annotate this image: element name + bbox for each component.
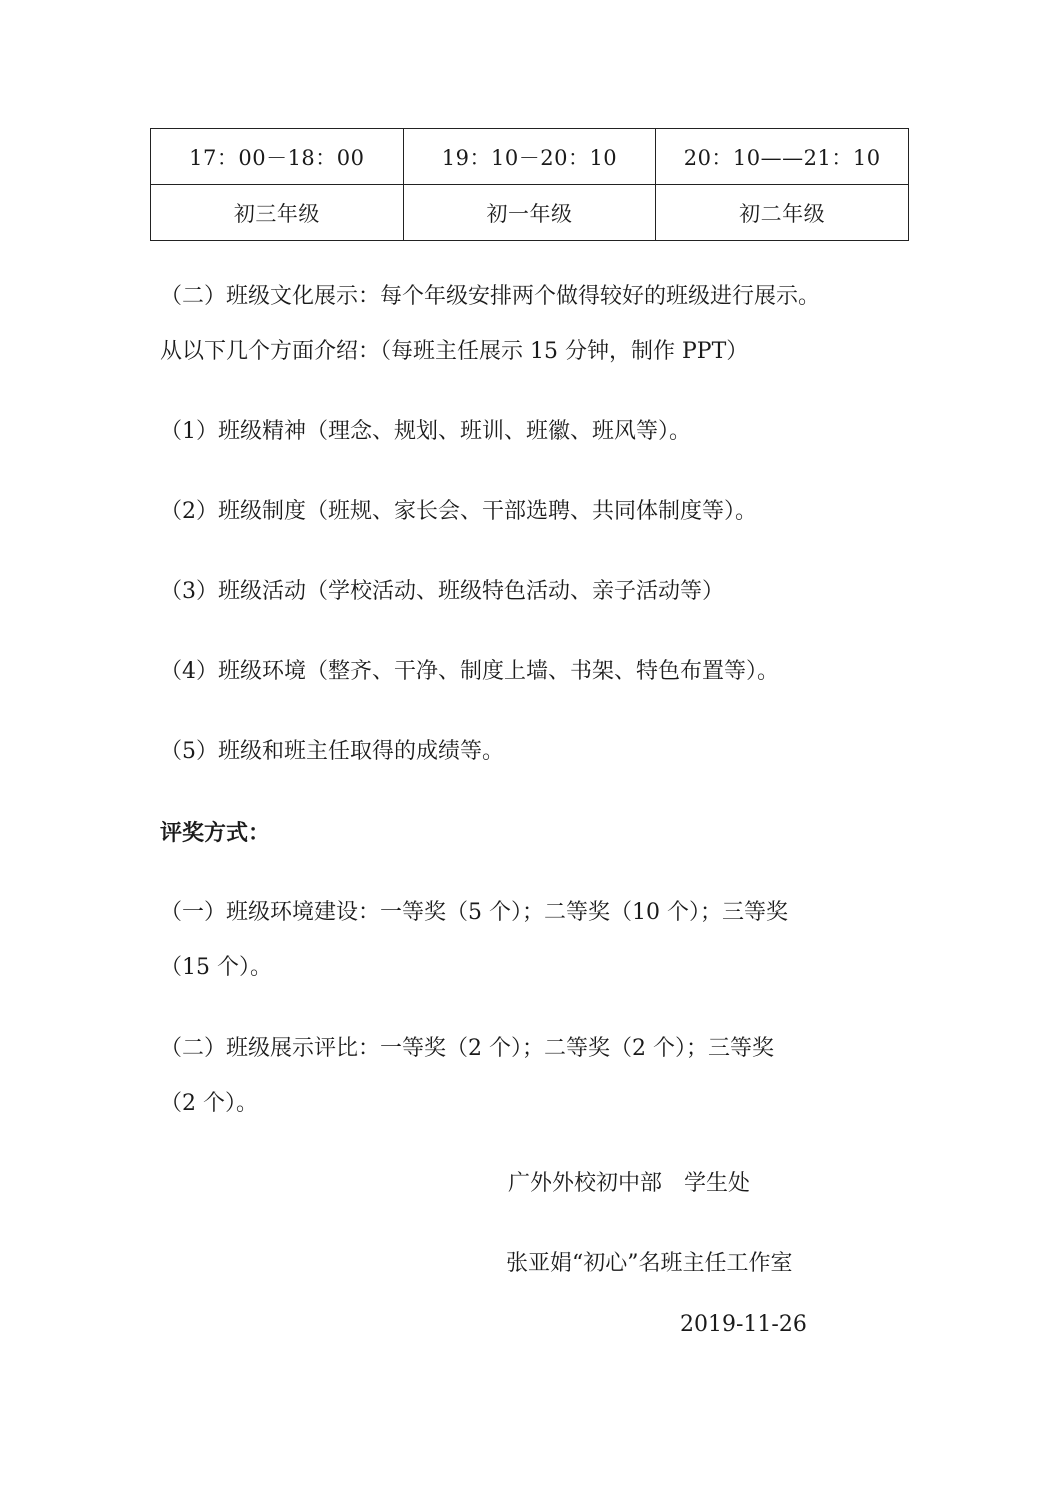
signature-studio: 张亚娟“初心”名班主任工作室 <box>506 1251 793 1276</box>
schedule-table <box>150 128 909 241</box>
section2-intro-line: （二）班级文化展示：每个年级安排两个做得较好的班级进行展示。 <box>160 284 821 309</box>
aspect-item: （5）班级和班主任取得的成绩等。 <box>160 739 504 764</box>
schedule-grade-row <box>151 185 909 241</box>
section2-intro-line: 从以下几个方面介绍：（每班主任展示 15 分钟，制作 PPT） <box>160 339 749 364</box>
schedule-grade-cell: 初三年级 <box>151 185 404 241</box>
signature-org: 广外外校初中部 学生处 <box>508 1171 751 1196</box>
award-env-line: （一）班级环境建设：一等奖（5 个）；二等奖（10 个）；三等奖 <box>160 900 788 925</box>
award-show-line: （二）班级展示评比：一等奖（2 个）；二等奖（2 个）；三等奖 <box>160 1036 774 1061</box>
aspect-item: （3）班级活动（学校活动、班级特色活动、亲子活动等） <box>160 579 724 604</box>
aspect-item: （4）班级环境（整齐、干净、制度上墙、书架、特色布置等）。 <box>160 659 779 684</box>
awards-heading: 评奖方式： <box>160 820 271 846</box>
aspect-item: （1）班级精神（理念、规划、班训、班徽、班风等）。 <box>160 419 691 444</box>
award-env-line: （15 个）。 <box>160 955 272 980</box>
schedule-grade-cell: 初二年级 <box>656 185 909 241</box>
schedule-time-cell: 17：00－18：00 <box>151 129 404 185</box>
schedule-time-cell: 20：10——21：10 <box>656 129 909 185</box>
schedule-grade-cell: 初一年级 <box>403 185 656 241</box>
signature-date: 2019-11-26 <box>680 1312 807 1337</box>
award-show-line: （2 个）。 <box>160 1091 258 1116</box>
aspect-item: （2）班级制度（班规、家长会、干部选聘、共同体制度等）。 <box>160 499 757 524</box>
schedule-time-row <box>151 129 909 185</box>
schedule-time-cell: 19：10－20：10 <box>403 129 656 185</box>
